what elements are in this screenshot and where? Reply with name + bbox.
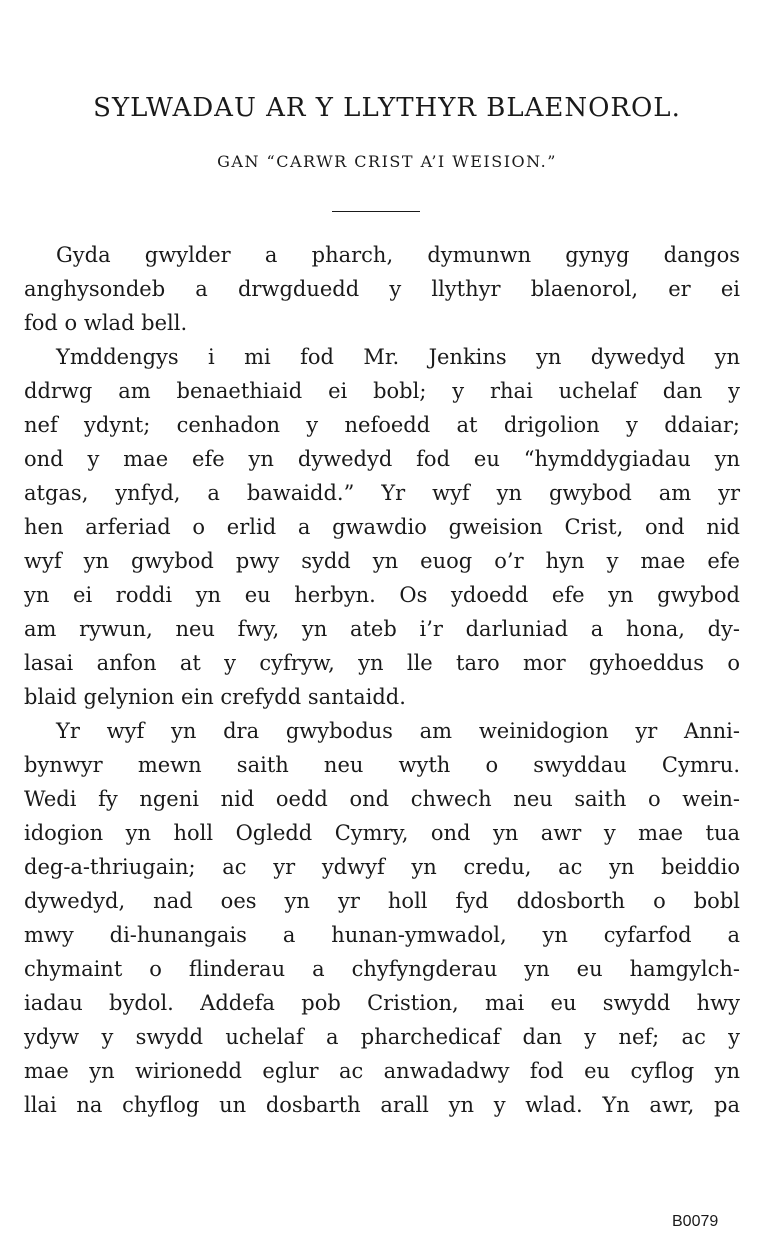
text-line: atgas, ynfyd, a bawaidd.” Yr wyf yn gwybod am yr (24, 481, 740, 505)
text-line: hen arferiad o erlid a gwawdio gweision Crist, ond nid (24, 515, 740, 539)
text-line: llai na chyflog un dosbarth arall yn y wlad. Yn awr, pa (24, 1093, 740, 1117)
text-line: ydyw y swydd uchelaf a pharchedicaf dan y nef; ac y (24, 1025, 740, 1049)
page-title: SYLWADAU AR Y LLYTHYR BLAENOROL. (93, 93, 681, 123)
body-text (24, 238, 740, 1122)
text-line: ddrwg am benaethiaid ei bobl; y rhai uchelaf dan y (24, 379, 740, 403)
text-line: idogion yn holl Ogledd Cymry, ond yn awr y mae tua (24, 821, 740, 845)
page-code: B0079 (672, 1213, 719, 1230)
text-line: anghysondeb a drwgduedd y llythyr blaenorol, er ei (24, 277, 740, 301)
text-line: ond y mae efe yn dywedyd fod eu “hymddygiadau yn (24, 447, 740, 471)
text-line: mwy di-hunangais a hunan-ymwadol, yn cyfarfod a (24, 923, 740, 947)
byline: GAN “CARWR CRIST A’I WEISION.” (217, 152, 557, 171)
divider-rule (332, 211, 420, 212)
text-line: mae yn wirionedd eglur ac anwadadwy fod eu cyflog yn (24, 1059, 740, 1083)
text-line: blaid gelynion ein crefydd santaidd. (24, 685, 406, 709)
text-line: Wedi fy ngeni nid oedd ond chwech neu saith o wein- (24, 787, 740, 811)
text-line: yn ei roddi yn eu herbyn. Os ydoedd efe yn gwybod (24, 583, 740, 607)
text-line: Gyda gwylder a pharch, dymunwn gynyg dangos (56, 243, 740, 267)
text-line: lasai anfon at y cyfryw, yn lle taro mor gyhoeddus o (24, 651, 740, 675)
text-line: am rywun, neu fwy, yn ateb i’r darluniad a hona, dy- (24, 617, 740, 641)
text-line: wyf yn gwybod pwy sydd yn euog o’r hyn y mae efe (24, 549, 740, 573)
text-line: fod o wlad bell. (24, 311, 188, 335)
text-line: dywedyd, nad oes yn yr holl fyd ddosborth o bobl (24, 889, 740, 913)
text-line: iadau bydol. Addefa pob Cristion, mai eu swydd hwy (24, 991, 740, 1015)
text-line: nef ydynt; cenhadon y nefoedd at drigolion y ddaiar; (24, 413, 740, 437)
text-line: chymaint o flinderau a chyfyngderau yn eu hamgylch- (24, 957, 740, 981)
text-line: deg-a-thriugain; ac yr ydwyf yn credu, ac yn beiddio (24, 855, 740, 879)
text-line: Yr wyf yn dra gwybodus am weinidogion yr Anni- (56, 719, 740, 743)
text-line: Ymddengys i mi fod Mr. Jenkins yn dywedyd yn (56, 345, 740, 369)
text-line: bynwyr mewn saith neu wyth o swyddau Cymru. (24, 753, 740, 777)
